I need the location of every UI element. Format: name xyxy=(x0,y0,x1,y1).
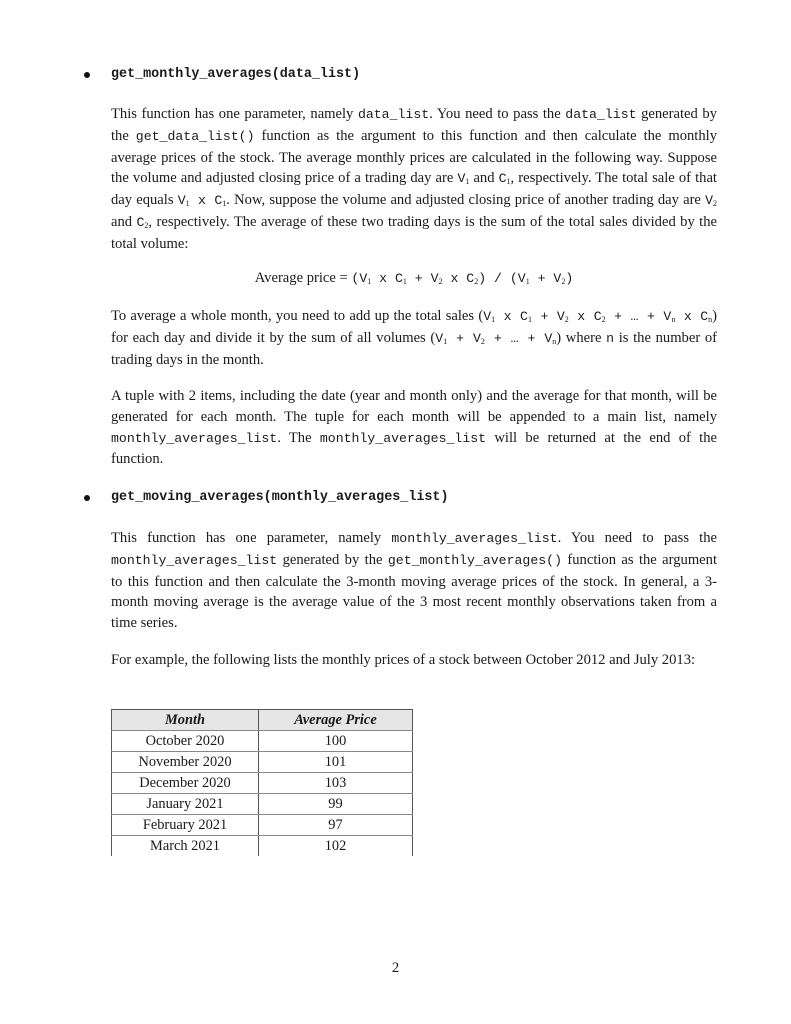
section-heading-moving-averages xyxy=(84,490,449,505)
bullet-icon xyxy=(84,72,90,78)
monthly-prices-table xyxy=(111,709,413,856)
month-cell: October 2020 xyxy=(112,731,259,752)
bullet-icon xyxy=(84,495,90,501)
section-heading-monthly-averages xyxy=(84,67,360,82)
month-cell: January 2021 xyxy=(112,794,259,815)
table-row xyxy=(112,773,413,794)
month-cell: December 2020 xyxy=(112,773,259,794)
table-row xyxy=(112,752,413,773)
price-cell: 99 xyxy=(259,794,413,815)
price-cell: 101 xyxy=(259,752,413,773)
month-cell: February 2021 xyxy=(112,815,259,836)
price-cell: 100 xyxy=(259,731,413,752)
paragraph-moving-intro: This function has one parameter, namely monthly_averages_list. You need to pass the monthly_averages_list generated by the get_monthly_averages() function as the argument to this function and then calculate the 3-month moving average prices of the stock. In general, a 3-month moving average is the average value of the 3 most recent monthly observations taken from a time series. xyxy=(111,530,718,632)
function-signature: get_moving_averages(monthly_averages_list) xyxy=(111,490,449,505)
paragraph-monthly-intro: This function has one parameter, namely data_list. You need to pass the data_list generated by the get_data_list() function as the argument to this function and then calculate the monthly average prices of the stock. The average monthly prices are calculated in the following way. Suppose the volume and adjusted closing price of a trading day are $V_1$ and $C_1$, respectively. The total sale of that day equals $V_1$ x $C_1$. Now, suppose the volume and adjusted closing price of another trading day are $V_2$ and $C_2$, respectively. The average of these two trading days is the sum of the total sales divided by the total volume: xyxy=(111,106,718,252)
page-number: 2 xyxy=(391,960,400,976)
function-signature: get_monthly_averages(data_list) xyxy=(111,67,361,82)
paragraph-example: For example, the following lists the monthly prices of a stock between October 2012 and July 2013: xyxy=(111,652,696,668)
column-header-average-price: Average Price xyxy=(259,710,413,731)
table-header-row xyxy=(112,710,413,731)
table-row xyxy=(112,731,413,752)
column-header-month: Month xyxy=(112,710,259,731)
month-cell: March 2021 xyxy=(112,836,259,857)
table-row xyxy=(112,836,413,857)
table-row xyxy=(112,815,413,836)
price-cell: 102 xyxy=(259,836,413,857)
month-cell: November 2020 xyxy=(112,752,259,773)
paragraph-tuple: A tuple with 2 items, including the date (year and month only) and the average for that month, will be generated for each month. The tuple for each month will be appended to a main list, namely monthly_averages_list. The monthly_averages_list will be returned at the end of the function. xyxy=(111,388,718,468)
table-row xyxy=(112,794,413,815)
price-cell: 97 xyxy=(259,815,413,836)
price-cell: 103 xyxy=(259,773,413,794)
paragraph-whole-month: To average a whole month, you need to add up the total sales ($V_1$ x $C_1 + V_2$ x $C_2$ + … + $V_n$ x $C_n$) for each day and divide it by the sum of all volumes ($V_1 + V_2$ + … + $V_n$) where n is the number of trading days in the month. xyxy=(111,308,718,368)
average-price-formula: Average price = ($V_1$ x $C_1 + V_2$ x $C_2) / (V_1 + V_2)$ xyxy=(254,270,574,286)
